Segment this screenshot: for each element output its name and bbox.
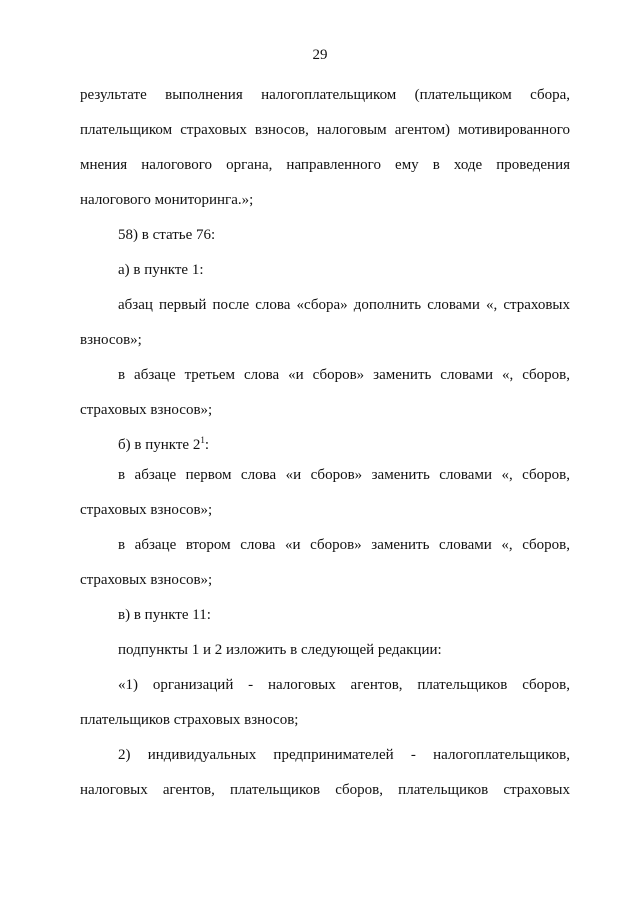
superscript: 1 [200, 435, 205, 445]
page-number: 29 [312, 47, 328, 63]
text-line-suffix: : [204, 437, 209, 453]
text-line: налоговых агентов, плательщиков сборов, плательщиков страховых [80, 782, 570, 798]
text-line: налогового мониторинга.»; [80, 192, 254, 208]
text-line: мнения налогового органа, направленного ему в ходе проведения [80, 157, 570, 173]
text-line: подпункты 1 и 2 изложить в следующей редакции: [118, 642, 442, 658]
text-line: страховых взносов»; [80, 502, 213, 518]
text-line: а) в пункте 1: [118, 262, 204, 278]
text-line: 58) в статье 76: [118, 227, 216, 243]
text-line: в абзаце третьем слова «и сборов» заменить словами «, сборов, [118, 367, 570, 383]
text-line [118, 436, 570, 454]
text-line: «1) организаций - налоговых агентов, плательщиков сборов, [118, 677, 570, 693]
text-line: в) в пункте 11: [118, 607, 211, 623]
text-line: плательщиков страховых взносов; [80, 712, 299, 728]
text-line: результате выполнения налогоплательщиком (плательщиком сбора, [80, 87, 570, 103]
text-line: страховых взносов»; [80, 572, 213, 588]
text-line: 2) индивидуальных предпринимателей - налогоплательщиков, [118, 747, 570, 763]
text-line: в абзаце первом слова «и сборов» заменить словами «, сборов, [118, 467, 570, 483]
text-line: плательщиком страховых взносов, налоговым агентом) мотивированного [80, 122, 570, 138]
text-line: взносов»; [80, 332, 142, 348]
text-line-main: б) в пункте 2 [118, 437, 201, 453]
text-line: страховых взносов»; [80, 402, 213, 418]
text-line: в абзаце втором слова «и сборов» заменить словами «, сборов, [118, 537, 570, 553]
text-line: абзац первый после слова «сбора» дополнить словами «, страховых [118, 297, 570, 313]
